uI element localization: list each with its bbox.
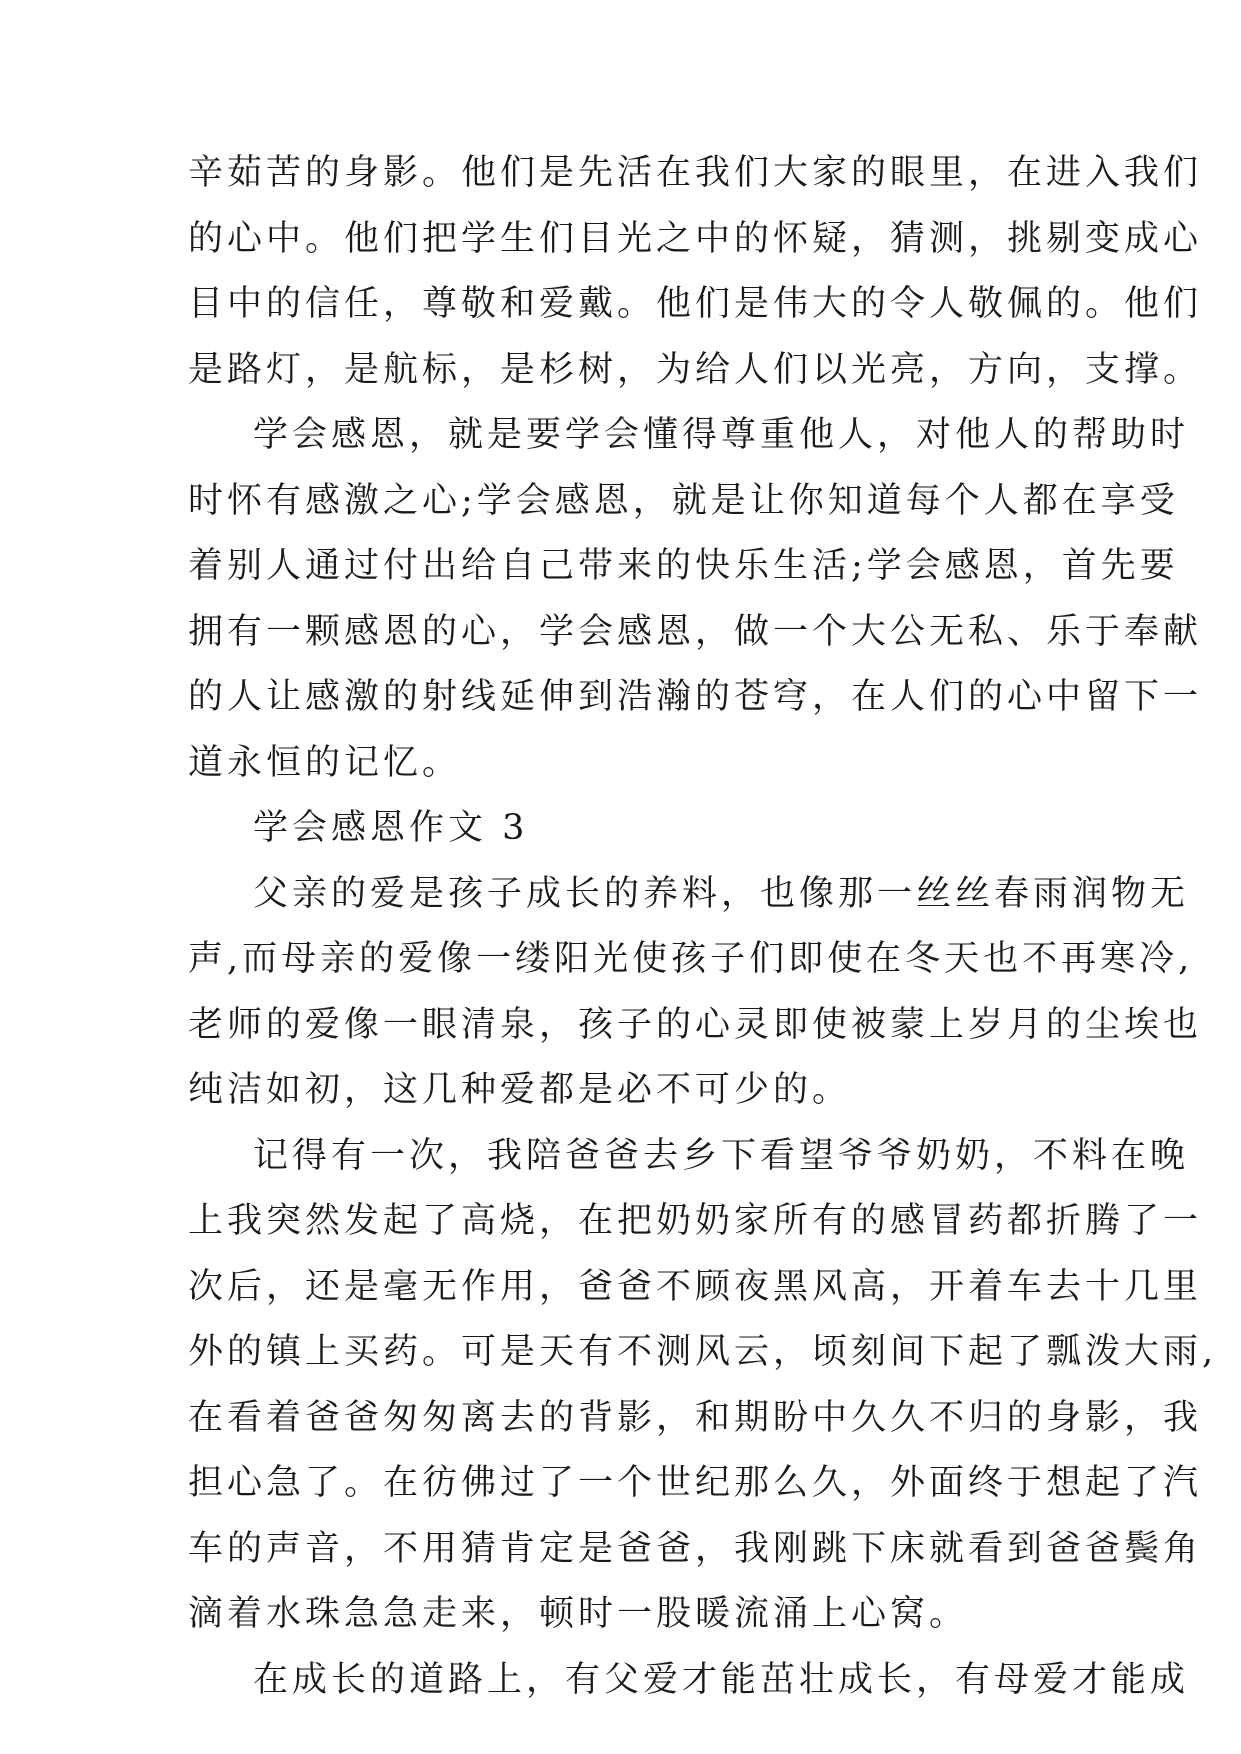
text-line: 着别人通过付出给自己带来的快乐生活;学会感恩，首先要 (188, 546, 1179, 586)
text-line: 在看着爸爸匆匆离去的背影，和期盼中久久不归的身影，我 (188, 1397, 1203, 1438)
text-line: 记得有一次，我陪爸爸去乡下看望爷爷奶奶，不料在晚 (253, 1135, 1190, 1176)
text-line: 辛茹苦的身影。他们是先活在我们大家的眼里，在进入我们 (188, 153, 1203, 193)
text-line: 是路灯，是航标，是杉树，为给人们以光亮，方向，支撑。 (188, 349, 1203, 390)
text-line: 纯洁如初，这几种爱都是必不可少的。 (188, 1070, 852, 1110)
text-line: 次后，还是毫无作用，爸爸不顾夜黑风高，开着车去十几里 (188, 1266, 1203, 1307)
text-line: 滴着水珠急急走来，顿时一股暖流涌上心窝。 (188, 1594, 969, 1634)
text-line: 父亲的爱是孩子成长的养料，也像那一丝丝春雨润物无 (253, 873, 1190, 914)
text-line: 的心中。他们把学生们目光之中的怀疑，猜测，挑剔变成心 (188, 218, 1203, 259)
text-line: 上我突然发起了高烧，在把奶奶家所有的感冒药都折腾了一 (188, 1201, 1203, 1241)
document-body (188, 141, 1218, 1713)
text-line: 的人让感激的射线延伸到浩瀚的苍穹，在人们的心中留下一 (188, 677, 1203, 717)
text-line: 在成长的道路上，有父爱才能茁壮成长，有母爱才能成 (253, 1659, 1190, 1700)
text-line: 学会感恩作文 3 (253, 808, 529, 848)
text-line: 学会感恩，就是要学会懂得尊重他人，对他人的帮助时 (253, 415, 1190, 455)
text-line: 担心急了。在彷佛过了一个世纪那么久，外面终于想起了汽 (188, 1463, 1203, 1503)
text-line: 车的声音，不用猜肯定是爸爸，我刚跳下床就看到爸爸鬓角 (188, 1528, 1203, 1569)
text-line: 道永恒的记忆。 (188, 742, 462, 783)
text-line: 时怀有感激之心;学会感恩，就是让你知道每个人都在享受 (188, 480, 1179, 521)
text-line: 外的镇上买药。可是天有不测风云，顷刻间下起了瓢泼大雨, (188, 1332, 1218, 1372)
text-line: 目中的信任，尊敬和爱戴。他们是伟大的令人敬佩的。他们 (188, 284, 1203, 324)
text-line: 声,而母亲的爱像一缕阳光使孩子们即使在冬天也不再寒冷, (188, 939, 1194, 979)
text-line: 拥有一颗感恩的心，学会感恩，做一个大公无私、乐于奉献 (188, 611, 1203, 652)
text-line: 老师的爱像一眼清泉，孩子的心灵即使被蒙上岁月的尘埃也 (188, 1004, 1203, 1045)
